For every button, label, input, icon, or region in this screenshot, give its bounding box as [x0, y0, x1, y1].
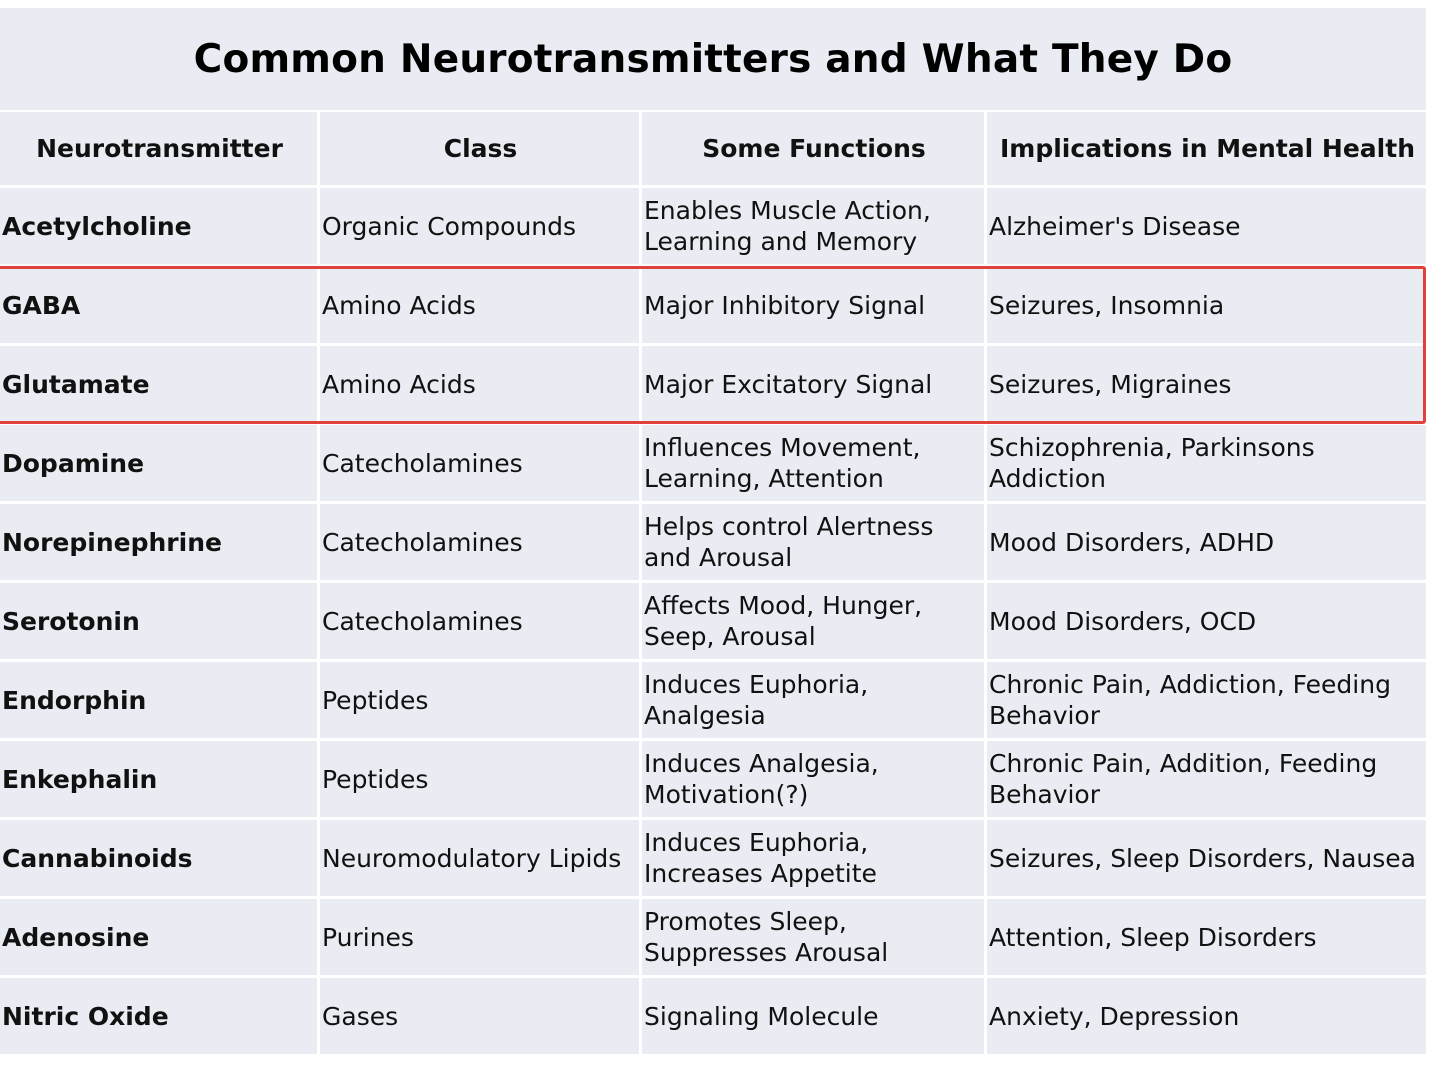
- cell-class: Peptides: [320, 662, 642, 741]
- cell-neurotransmitter: Endorphin: [0, 662, 320, 741]
- cell-class: Catecholamines: [320, 504, 642, 583]
- table-row: [0, 741, 1426, 820]
- table-row: [0, 188, 1426, 267]
- table-title: Common Neurotransmitters and What They Do: [193, 36, 1233, 82]
- cell-functions: Induces Analgesia, Motivation(?): [642, 741, 987, 820]
- cell-functions: Influences Movement, Learning, Attention: [642, 425, 987, 504]
- cell-implications: Seizures, Migraines: [987, 346, 1426, 425]
- cell-implications: Schizophrenia, Parkinsons Addiction: [987, 425, 1426, 504]
- cell-class: Catecholamines: [320, 425, 642, 504]
- cell-implications: Anxiety, Depression: [987, 978, 1426, 1057]
- cell-neurotransmitter: Serotonin: [0, 583, 320, 662]
- cell-implications: Seizures, Sleep Disorders, Nausea: [987, 820, 1426, 899]
- table-row: [0, 978, 1426, 1057]
- cell-implications: Chronic Pain, Addiction, Feeding Behavior: [987, 662, 1426, 741]
- cell-implications: Mood Disorders, OCD: [987, 583, 1426, 662]
- cell-neurotransmitter: Adenosine: [0, 899, 320, 978]
- table-row: [0, 267, 1426, 346]
- header-class: Class: [320, 112, 642, 188]
- cell-functions: Induces Euphoria, Increases Appetite: [642, 820, 987, 899]
- header-row: [0, 112, 1426, 188]
- header-functions: Some Functions: [642, 112, 987, 188]
- table-row: [0, 346, 1426, 425]
- cell-functions: Affects Mood, Hunger, Seep, Arousal: [642, 583, 987, 662]
- cell-class: Amino Acids: [320, 346, 642, 425]
- table-body: [0, 188, 1426, 1057]
- cell-neurotransmitter: Acetylcholine: [0, 188, 320, 267]
- cell-implications: Mood Disorders, ADHD: [987, 504, 1426, 583]
- cell-class: Gases: [320, 978, 642, 1057]
- cell-class: Neuromodulatory Lipids: [320, 820, 642, 899]
- cell-neurotransmitter: Norepinephrine: [0, 504, 320, 583]
- cell-functions: Promotes Sleep, Suppresses Arousal: [642, 899, 987, 978]
- cell-class: Organic Compounds: [320, 188, 642, 267]
- header-implications: Implications in Mental Health: [987, 112, 1426, 188]
- cell-functions: Helps control Alertness and Arousal: [642, 504, 987, 583]
- neurotransmitter-table: [0, 112, 1426, 1057]
- table-row: [0, 662, 1426, 741]
- cell-functions: Major Excitatory Signal: [642, 346, 987, 425]
- cell-neurotransmitter: Enkephalin: [0, 741, 320, 820]
- cell-functions: Signaling Molecule: [642, 978, 987, 1057]
- cell-neurotransmitter: Dopamine: [0, 425, 320, 504]
- table-row: [0, 425, 1426, 504]
- table-header: [0, 112, 1426, 188]
- cell-implications: Alzheimer's Disease: [987, 188, 1426, 267]
- cell-functions: Induces Euphoria, Analgesia: [642, 662, 987, 741]
- cell-implications: Seizures, Insomnia: [987, 267, 1426, 346]
- cell-class: Purines: [320, 899, 642, 978]
- table-row: [0, 899, 1426, 978]
- cell-implications: Attention, Sleep Disorders: [987, 899, 1426, 978]
- cell-functions: Enables Muscle Action, Learning and Memory: [642, 188, 987, 267]
- cell-neurotransmitter: Cannabinoids: [0, 820, 320, 899]
- cell-neurotransmitter: Glutamate: [0, 346, 320, 425]
- cell-class: Peptides: [320, 741, 642, 820]
- cell-class: Catecholamines: [320, 583, 642, 662]
- table-row: [0, 583, 1426, 662]
- title-bar: [0, 8, 1426, 110]
- cell-implications: Chronic Pain, Addition, Feeding Behavior: [987, 741, 1426, 820]
- table-row: [0, 820, 1426, 899]
- cell-neurotransmitter: GABA: [0, 267, 320, 346]
- cell-neurotransmitter: Nitric Oxide: [0, 978, 320, 1057]
- cell-functions: Major Inhibitory Signal: [642, 267, 987, 346]
- table-row: [0, 504, 1426, 583]
- cell-class: Amino Acids: [320, 267, 642, 346]
- header-neurotransmitter: Neurotransmitter: [0, 112, 320, 188]
